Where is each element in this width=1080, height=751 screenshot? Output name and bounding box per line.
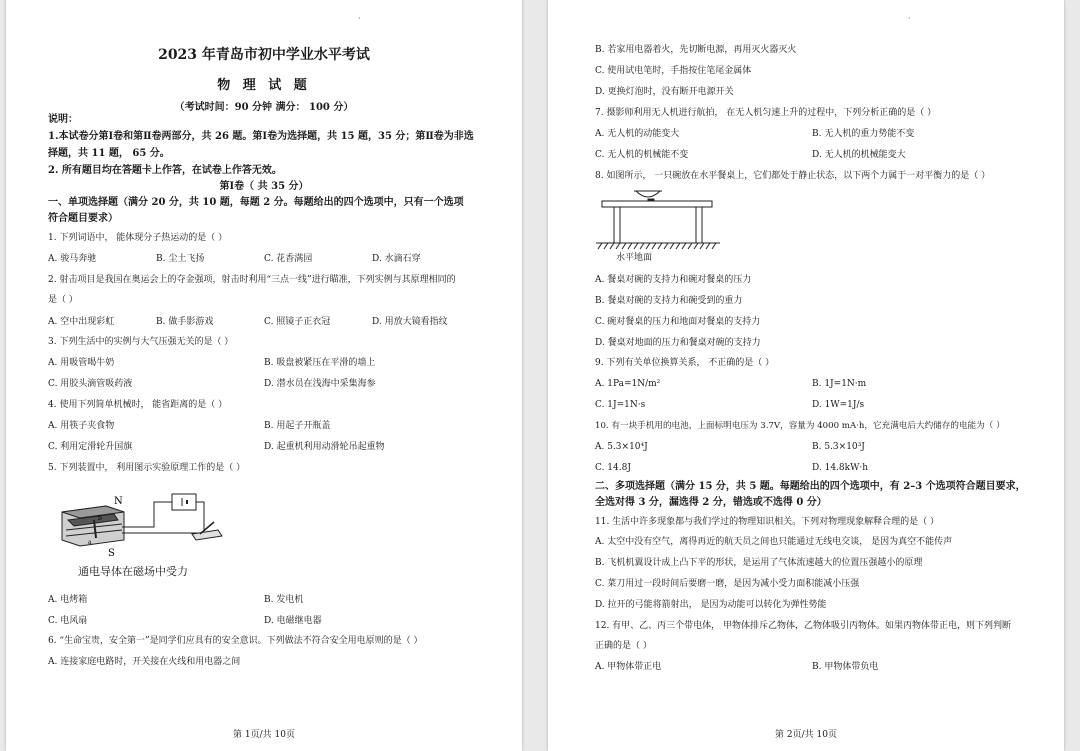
q7-option-a: A. 无人机的动能变大 [595, 129, 680, 139]
page-footer: 第 1页/共 10页 [233, 730, 295, 740]
page-mark: · [908, 14, 911, 23]
page-2 [548, 0, 1064, 751]
q2-option-a: A. 空中出现彩虹 [48, 317, 115, 327]
q9-option-c: C. 1J=1N·s [595, 400, 646, 410]
table-leg-right [696, 207, 702, 243]
question-4: 4. 使用下列简单机械时， 能省距离的是（ ） [48, 400, 228, 410]
q7-option-c: C. 无人机的机械能不变 [595, 150, 689, 160]
q10-option-c: C. 14.8J [595, 463, 631, 473]
q5-option-d: D. 电磁继电器 [264, 616, 322, 626]
q6-option-c: C. 使用试电笔时，手指按住笔尾金属体 [595, 66, 752, 76]
q5-option-a: A. 电烤箱 [48, 595, 88, 605]
question-8: 8. 如图所示， 一只碗放在水平餐桌上，它们都处于静止状态，以下两个力属于一对平衡力的是（ ） [595, 171, 991, 181]
question-2-cont: 是（ ） [48, 295, 78, 305]
q8-option-b: B. 餐桌对碗的支持力和碗受到的重力 [595, 296, 743, 306]
question-1: 1. 下列词语中， 能体现分子热运动的是（ ） [48, 233, 228, 243]
q4-option-a: A. 用筷子夹食物 [48, 421, 115, 431]
question-12-cont: 正确的是（ ） [595, 641, 652, 651]
figure-8-caption: 水平地面 [616, 253, 653, 263]
page-footer: 第 2页/共 10页 [775, 730, 837, 740]
instruction-1-cont: 择题，共 11 题， 65 分。 [48, 148, 170, 159]
q10-option-a: A. 5.3×10⁴J [595, 442, 648, 452]
q1-option-b: B. 尘土飞扬 [156, 254, 205, 264]
question-7: 7. 摄影师利用无人机进行航拍， 在无人机匀速上升的过程中，下列分析正确的是（ ） [595, 108, 937, 118]
page-1 [6, 0, 522, 751]
q11-option-b: B. 飞机机翼设计成上凸下平的形状，是运用了气体流速越大的位置压强越小的原理 [595, 558, 923, 568]
question-10: 10. 有一块手机用的电池，上面标明电压为 3.7V，容量为 4000 mA·h，它充满电后大约储存的电能为（ ） [595, 421, 1005, 431]
battery [172, 494, 196, 510]
q2-option-b: B. 做手影游戏 [156, 317, 214, 327]
q9-option-a: A. 1Pa=1N/m² [595, 379, 661, 389]
q12-option-a: A. 甲物体带正电 [595, 662, 662, 672]
table-top [602, 201, 712, 207]
page-mark: · [358, 14, 361, 23]
q9-option-b: B. 1J=1N·m [812, 379, 867, 389]
q11-option-c: C. 菜刀用过一段时间后要磨一磨，是因为减小受力面积能减小压强 [595, 579, 860, 589]
south-label: S [108, 548, 115, 559]
ground-hatching [598, 243, 716, 249]
q6-option-d: D. 更换灯泡时，没有断开电源开关 [595, 87, 734, 97]
exam-title: 2023 年青岛市初中学业水平考试 [158, 47, 370, 63]
q8-option-a: A. 餐桌对碗的支持力和碗对餐桌的压力 [595, 275, 752, 285]
subject-title: 物 理 试 题 [217, 78, 311, 93]
q12-option-b: B. 甲物体带负电 [812, 662, 879, 672]
question-3: 3. 下列生活中的实例与大气压强无关的是（ ） [48, 337, 234, 347]
q9-option-d: D. 1W=1J/s [812, 400, 865, 410]
q8-option-c: C. 碗对餐桌的压力和地面对餐桌的支持力 [595, 317, 761, 327]
figure-5-caption: 通电导体在磁场中受力 [78, 565, 188, 578]
instructions-heading: 说明： [48, 114, 78, 125]
q11-option-d: D. 拉开的弓能将箭射出， 是因为动能可以转化为弹性势能 [595, 600, 827, 610]
q4-option-b: B. 用起子开瓶盖 [264, 421, 331, 431]
q8-option-d: D. 餐桌对地面的压力和餐桌对碗的支持力 [595, 338, 761, 348]
question-2: 2. 射击项目是我国在奥运会上的夺金强项，射击时利用“三点一线”进行瞄准，下列实例与其原理相同的 [48, 275, 456, 285]
q4-option-d: D. 起重机利用动滑轮吊起重物 [264, 442, 385, 452]
q1-option-a: A. 骏马奔驰 [48, 254, 97, 264]
part2-heading: 二、多项选择题（满分 15 分，共 5 题。每题给出的四个选项中，有 2–3 个选项符合题目要求， [595, 481, 1026, 492]
question-9: 9. 下列有关单位换算关系， 不正确的是（ ） [595, 358, 775, 368]
q6-option-a: A. 连接家庭电路时，开关接在火线和用电器之间 [48, 657, 241, 667]
q2-option-d: D. 用放大镜看指纹 [372, 317, 448, 327]
q1-option-d: D. 水滴石穿 [372, 254, 421, 264]
section-title: 第Ⅰ卷（ 共 35 分） [219, 181, 309, 192]
question-12: 12. 有甲、乙、丙三个带电体， 甲物体排斥乙物体，乙物体吸引丙物体。如果丙物体带正电，则下列判断 [595, 621, 1012, 631]
part2-heading-cont: 全选对得 3 分，漏选得 2 分，错选或不选得 0 分） [595, 497, 827, 508]
bowl [636, 191, 660, 197]
north-label: N [114, 496, 123, 507]
question-5: 5. 下列装置中， 利用图示实验原理工作的是（ ） [48, 463, 246, 473]
instruction-2: 2. 所有题目均在答题卡上作答，在试卷上作答无效。 [48, 165, 282, 176]
q5-option-b: B. 发电机 [264, 595, 304, 605]
q5-option-c: C. 电风扇 [48, 616, 88, 626]
q10-option-d: D. 14.8kW·h [812, 463, 869, 473]
q7-option-d: D. 无人机的机械能变大 [812, 150, 906, 160]
figure-bowl-on-table [596, 185, 726, 251]
switch-base [192, 530, 222, 540]
q6-option-b: B. 若家用电器着火，先切断电源，再用灭火器灭火 [595, 45, 797, 55]
wire-3 [196, 502, 204, 530]
wire-1 [122, 502, 172, 527]
q3-option-b: B. 吸盘被紧压在平滑的墙上 [264, 358, 376, 368]
q10-option-b: B. 5.3×10³J [812, 442, 865, 452]
q3-option-c: C. 用胶头滴管吸药液 [48, 379, 133, 389]
part1-heading-cont: 符合题目要求） [48, 213, 118, 224]
q7-option-b: B. 无人机的重力势能不变 [812, 129, 915, 139]
exam-info: （考试时间：90 分钟 满分： 100 分） [174, 102, 354, 113]
q1-option-c: C. 花香满园 [264, 254, 313, 264]
figure-motor-principle [54, 490, 224, 560]
question-6: 6. “生命宝贵，安全第一”是同学们应具有的安全意识。下列做法不符合安全用电原则的是（ ） [48, 636, 423, 646]
part1-heading: 一、单项选择题（满分 20 分，共 10 题，每题 2 分。每题给出的四个选项中，只有一个选项 [48, 197, 464, 208]
q3-option-a: A. 用吸管喝牛奶 [48, 358, 115, 368]
q3-option-d: D. 潜水员在浅海中采集海参 [264, 379, 376, 389]
question-11: 11. 生活中许多现象都与我们学过的物理知识相关。下列对物理现象解释合理的是（ ） [595, 517, 940, 527]
point-a-label: a [88, 539, 92, 546]
table-leg-left [614, 207, 620, 243]
point-b-label: b [98, 515, 102, 522]
q11-option-a: A. 太空中没有空气，离得再近的航天员之间也只能通过无线电交谈， 是因为真空不能传声 [595, 537, 953, 547]
q4-option-c: C. 利用定滑轮升国旗 [48, 442, 133, 452]
q2-option-c: C. 照镜子正衣冠 [264, 317, 331, 327]
instruction-1: 1.本试卷分第Ⅰ卷和第Ⅱ卷两部分，共 26 题。第Ⅰ卷为选择题，共 15 题，35 分；第Ⅱ卷为非选 [48, 131, 474, 142]
